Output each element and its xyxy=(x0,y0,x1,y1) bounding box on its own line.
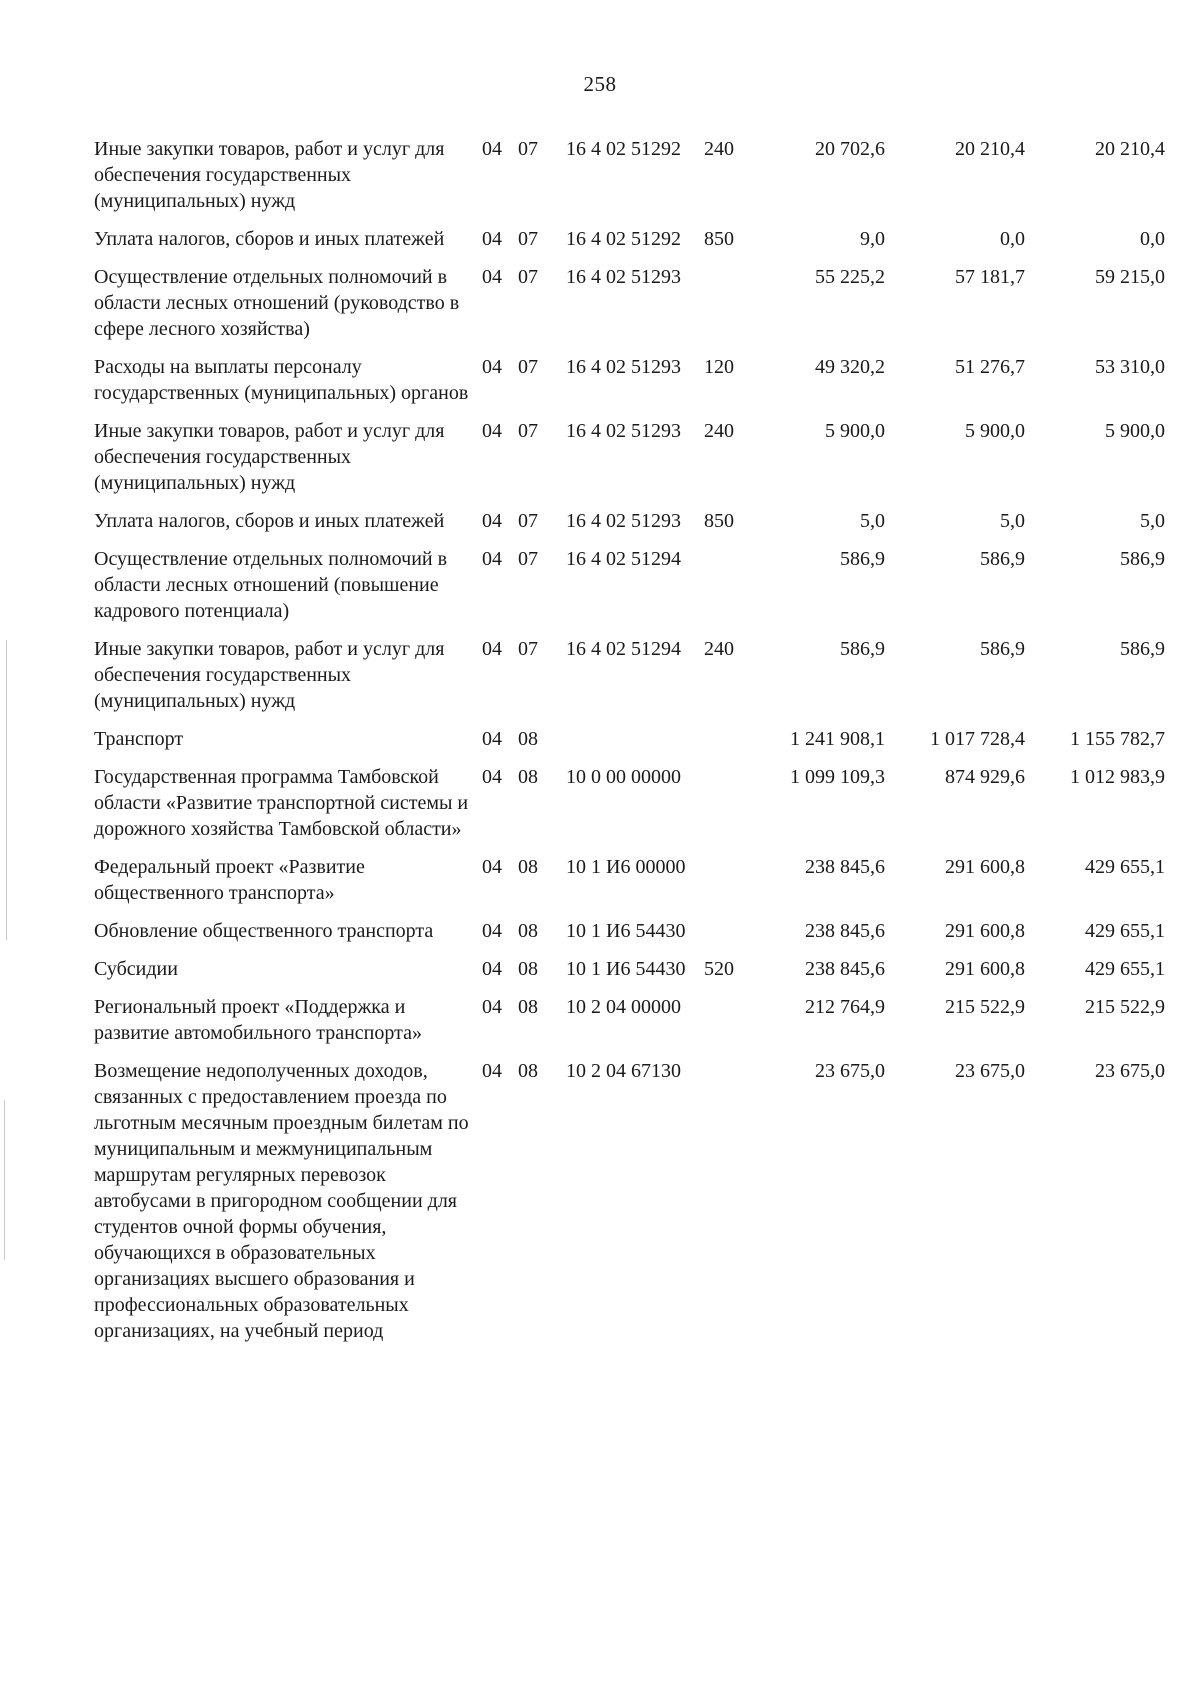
section-code: 04 xyxy=(482,266,502,288)
expense-type-code: 120 xyxy=(704,356,734,378)
row-name: Обновление общественного транспорта xyxy=(94,920,434,942)
amount-year-3: 429 655,1 xyxy=(1085,920,1165,942)
table-row xyxy=(0,842,1200,906)
target-article-code: 10 1 И6 54430 xyxy=(566,920,686,942)
target-article-code: 16 4 02 51292 xyxy=(566,138,681,160)
table-row xyxy=(0,534,1200,624)
amount-year-1: 49 320,2 xyxy=(815,356,885,378)
table-row xyxy=(0,944,1200,982)
amount-year-3: 215 522,9 xyxy=(1085,996,1165,1018)
section-code: 04 xyxy=(482,356,502,378)
subsection-code: 07 xyxy=(518,638,538,660)
section-code: 04 xyxy=(482,638,502,660)
row-name: Осуществление отдельных полномочий в области лесных отношений (руководство в сфере лесного хозяйства) xyxy=(94,266,460,340)
amount-year-2: 20 210,4 xyxy=(955,138,1025,160)
row-name: Транспорт xyxy=(94,728,184,750)
section-code: 04 xyxy=(482,766,502,788)
section-code: 04 xyxy=(482,856,502,878)
row-name: Иные закупки товаров, работ и услуг для обеспечения государственных (муниципальных) нужд xyxy=(94,420,445,494)
amount-year-3: 1 012 983,9 xyxy=(1070,766,1165,788)
row-name: Федеральный проект «Развитие общественного транспорта» xyxy=(94,856,365,904)
subsection-code: 07 xyxy=(518,510,538,532)
table-row xyxy=(0,714,1200,752)
section-code: 04 xyxy=(482,228,502,250)
subsection-code: 08 xyxy=(518,996,538,1018)
table-row xyxy=(0,624,1200,714)
section-code: 04 xyxy=(482,420,502,442)
expense-type-code: 240 xyxy=(704,138,734,160)
amount-year-2: 23 675,0 xyxy=(955,1060,1025,1082)
target-article-code: 16 4 02 51293 xyxy=(566,356,681,378)
page-number: 258 xyxy=(583,72,617,96)
row-name: Уплата налогов, сборов и иных платежей xyxy=(94,510,445,532)
subsection-code: 08 xyxy=(518,920,538,942)
amount-year-2: 5,0 xyxy=(1000,510,1025,532)
amount-year-2: 874 929,6 xyxy=(945,766,1025,788)
amount-year-2: 0,0 xyxy=(1000,228,1025,250)
section-code: 04 xyxy=(482,510,502,532)
table-row xyxy=(0,214,1200,252)
subsection-code: 07 xyxy=(518,548,538,570)
row-name: Расходы на выплаты персоналу государственных (муниципальных) органов xyxy=(94,356,469,404)
section-code: 04 xyxy=(482,1060,502,1082)
target-article-code: 16 4 02 51292 xyxy=(566,228,681,250)
amount-year-1: 212 764,9 xyxy=(805,996,885,1018)
amount-year-1: 55 225,2 xyxy=(815,266,885,288)
amount-year-2: 5 900,0 xyxy=(965,420,1025,442)
expense-type-code: 240 xyxy=(704,638,734,660)
table-row xyxy=(0,124,1200,214)
amount-year-1: 1 241 908,1 xyxy=(790,728,885,750)
amount-year-1: 238 845,6 xyxy=(805,856,885,878)
table-row xyxy=(0,342,1200,406)
amount-year-2: 1 017 728,4 xyxy=(930,728,1025,750)
subsection-code: 08 xyxy=(518,958,538,980)
amount-year-2: 57 181,7 xyxy=(955,266,1025,288)
table-row xyxy=(0,496,1200,534)
amount-year-3: 586,9 xyxy=(1120,638,1165,660)
amount-year-1: 5 900,0 xyxy=(825,420,885,442)
amount-year-2: 291 600,8 xyxy=(945,920,1025,942)
target-article-code: 16 4 02 51294 xyxy=(566,548,681,570)
subsection-code: 07 xyxy=(518,138,538,160)
table-row xyxy=(0,752,1200,842)
row-name: Возмещение недополученных доходов, связанных с предоставлением проезда по льготным месячным проездным билетам по муниципальным и межмуниципальным маршрутам регулярных перевозок автобусами в пригородном сообщении для студентов очной формы обучения, обучающихся в образовательных организациях высшего образования и профессиональных образовательных организациях, на учебный период xyxy=(94,1060,469,1342)
row-name: Субсидии xyxy=(94,958,178,980)
amount-year-3: 20 210,4 xyxy=(1095,138,1165,160)
subsection-code: 07 xyxy=(518,266,538,288)
row-name: Государственная программа Тамбовской области «Развитие транспортной системы и дорожного хозяйства Тамбовской области» xyxy=(94,766,469,840)
target-article-code: 16 4 02 51293 xyxy=(566,420,681,442)
expense-type-code: 240 xyxy=(704,420,734,442)
expense-type-code: 850 xyxy=(704,228,734,250)
amount-year-1: 586,9 xyxy=(840,548,885,570)
subsection-code: 08 xyxy=(518,728,538,750)
amount-year-2: 291 600,8 xyxy=(945,856,1025,878)
amount-year-1: 238 845,6 xyxy=(805,958,885,980)
subsection-code: 08 xyxy=(518,766,538,788)
row-name: Уплата налогов, сборов и иных платежей xyxy=(94,228,445,250)
amount-year-2: 51 276,7 xyxy=(955,356,1025,378)
amount-year-3: 5,0 xyxy=(1140,510,1165,532)
table-row xyxy=(0,406,1200,496)
amount-year-3: 429 655,1 xyxy=(1085,856,1165,878)
table-row xyxy=(0,906,1200,944)
target-article-code: 16 4 02 51293 xyxy=(566,266,681,288)
section-code: 04 xyxy=(482,958,502,980)
subsection-code: 07 xyxy=(518,228,538,250)
target-article-code: 16 4 02 51294 xyxy=(566,638,681,660)
subsection-code: 07 xyxy=(518,356,538,378)
amount-year-1: 238 845,6 xyxy=(805,920,885,942)
row-name: Иные закупки товаров, работ и услуг для обеспечения государственных (муниципальных) нужд xyxy=(94,638,445,712)
subsection-code: 07 xyxy=(518,420,538,442)
amount-year-3: 586,9 xyxy=(1120,548,1165,570)
amount-year-3: 0,0 xyxy=(1140,228,1165,250)
amount-year-2: 215 522,9 xyxy=(945,996,1025,1018)
target-article-code: 10 1 И6 00000 xyxy=(566,856,686,878)
amount-year-1: 586,9 xyxy=(840,638,885,660)
target-article-code: 10 2 04 00000 xyxy=(566,996,681,1018)
section-code: 04 xyxy=(482,138,502,160)
amount-year-3: 23 675,0 xyxy=(1095,1060,1165,1082)
target-article-code: 10 0 00 00000 xyxy=(566,766,681,788)
amount-year-2: 291 600,8 xyxy=(945,958,1025,980)
amount-year-3: 1 155 782,7 xyxy=(1070,728,1165,750)
amount-year-2: 586,9 xyxy=(980,548,1025,570)
amount-year-1: 20 702,6 xyxy=(815,138,885,160)
amount-year-1: 1 099 109,3 xyxy=(790,766,885,788)
amount-year-1: 23 675,0 xyxy=(815,1060,885,1082)
expense-type-code: 850 xyxy=(704,510,734,532)
target-article-code: 10 1 И6 54430 xyxy=(566,958,686,980)
amount-year-1: 9,0 xyxy=(860,228,885,250)
target-article-code: 16 4 02 51293 xyxy=(566,510,681,532)
amount-year-3: 53 310,0 xyxy=(1095,356,1165,378)
amount-year-3: 429 655,1 xyxy=(1085,958,1165,980)
row-name: Осуществление отдельных полномочий в области лесных отношений (повышение кадрового потенциала) xyxy=(94,548,448,622)
expense-type-code: 520 xyxy=(704,958,734,980)
row-name: Иные закупки товаров, работ и услуг для обеспечения государственных (муниципальных) нужд xyxy=(94,138,445,212)
table-row xyxy=(0,982,1200,1046)
target-article-code: 10 2 04 67130 xyxy=(566,1060,681,1082)
section-code: 04 xyxy=(482,728,502,750)
budget-table xyxy=(0,124,1200,1344)
subsection-code: 08 xyxy=(518,1060,538,1082)
section-code: 04 xyxy=(482,996,502,1018)
row-name: Региональный проект «Поддержка и развитие автомобильного транспорта» xyxy=(94,996,422,1044)
amount-year-3: 59 215,0 xyxy=(1095,266,1165,288)
amount-year-1: 5,0 xyxy=(860,510,885,532)
section-code: 04 xyxy=(482,920,502,942)
section-code: 04 xyxy=(482,548,502,570)
subsection-code: 08 xyxy=(518,856,538,878)
amount-year-2: 586,9 xyxy=(980,638,1025,660)
amount-year-3: 5 900,0 xyxy=(1105,420,1165,442)
table-row xyxy=(0,252,1200,342)
table-row xyxy=(0,1046,1200,1344)
